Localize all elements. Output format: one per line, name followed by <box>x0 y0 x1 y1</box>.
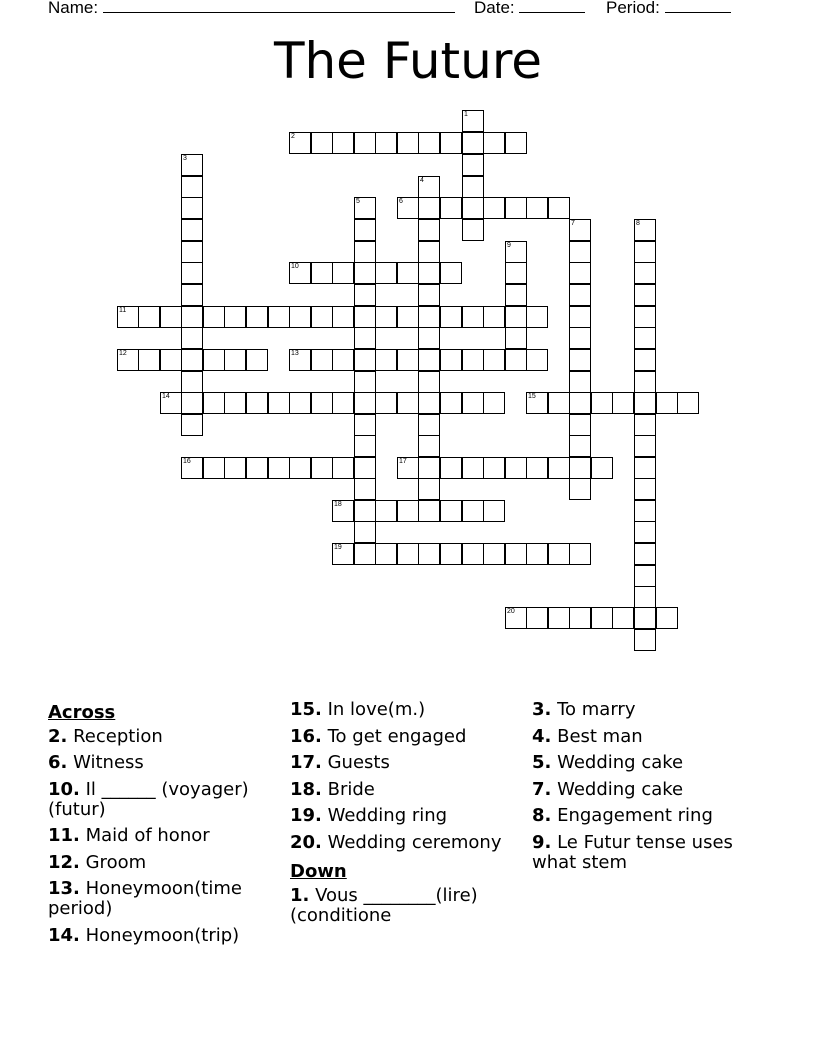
clue-number: 10 <box>291 263 299 270</box>
grid-cell[interactable] <box>375 349 397 371</box>
grid-cell[interactable] <box>462 543 484 565</box>
period-label: Period: <box>606 0 660 17</box>
grid-cell[interactable] <box>656 607 678 629</box>
grid-cell[interactable] <box>548 197 570 219</box>
clue-text: Guests <box>321 752 390 773</box>
grid-cell[interactable] <box>268 392 290 414</box>
grid-cell[interactable] <box>634 607 656 629</box>
clue-text: Vous ________(lire)(conditione <box>290 884 478 926</box>
grid-cell[interactable] <box>483 457 505 479</box>
grid-cell[interactable] <box>462 154 484 176</box>
clue-number: 2 <box>291 133 295 140</box>
clue-num: 6. <box>48 752 68 773</box>
grid-cell[interactable] <box>160 392 182 414</box>
grid-cell[interactable] <box>375 306 397 328</box>
clue-num: 18. <box>290 778 322 800</box>
date-label: Date: <box>474 0 515 17</box>
grid-cell[interactable] <box>418 500 440 522</box>
clue-item <box>532 833 772 880</box>
clue-text: Il ______ (voyager)(futur) <box>48 778 249 820</box>
grid-cell[interactable] <box>289 306 311 328</box>
grid-cell[interactable] <box>268 306 290 328</box>
grid-cell[interactable] <box>354 392 376 414</box>
grid-cell[interactable] <box>677 392 699 414</box>
grid-cell[interactable] <box>224 457 246 479</box>
clue-num: 1. <box>290 884 310 906</box>
clue-text: Reception <box>67 725 163 747</box>
grid-cell[interactable] <box>354 457 376 479</box>
clue-num: 16. <box>290 725 322 747</box>
clue-number: 5 <box>356 198 360 205</box>
grid-cell[interactable] <box>634 241 656 263</box>
clue-item <box>48 727 278 754</box>
grid-cell[interactable] <box>354 478 376 500</box>
grid-cell[interactable] <box>612 392 634 414</box>
clue-item <box>532 780 772 807</box>
grid-cell[interactable] <box>418 262 440 284</box>
grid-cell[interactable] <box>505 132 527 154</box>
grid-cell[interactable] <box>181 197 203 219</box>
grid-cell[interactable] <box>181 241 203 263</box>
grid-cell[interactable] <box>354 371 376 393</box>
grid-cell[interactable] <box>332 543 354 565</box>
grid-cell[interactable] <box>203 306 225 328</box>
grid-cell[interactable] <box>138 306 160 328</box>
grid-cell[interactable] <box>440 349 462 371</box>
grid-cell[interactable] <box>634 457 656 479</box>
clues-column-3 <box>532 700 772 879</box>
clue-num: 10. <box>48 778 80 800</box>
grid-cell[interactable] <box>569 241 591 263</box>
grid-cell[interactable] <box>418 435 440 457</box>
clue-number: 12 <box>119 350 127 357</box>
grid-cell[interactable] <box>569 349 591 371</box>
name-label: Name: <box>48 0 99 17</box>
grid-cell[interactable] <box>375 543 397 565</box>
grid-cell[interactable] <box>462 219 484 241</box>
clue-number: 15 <box>528 393 536 400</box>
grid-cell[interactable] <box>418 392 440 414</box>
grid-cell[interactable] <box>483 543 505 565</box>
grid-cell[interactable] <box>440 262 462 284</box>
clue-number: 7 <box>571 220 575 227</box>
grid-cell[interactable] <box>181 457 203 479</box>
grid-cell[interactable] <box>634 392 656 414</box>
grid-cell[interactable] <box>181 284 203 306</box>
grid-cell[interactable] <box>634 435 656 457</box>
grid-cell[interactable] <box>375 500 397 522</box>
grid-cell[interactable] <box>462 500 484 522</box>
grid-cell[interactable] <box>203 392 225 414</box>
grid-cell[interactable] <box>397 349 419 371</box>
grid-cell[interactable] <box>375 262 397 284</box>
clue-item <box>48 780 278 827</box>
clue-number: 18 <box>334 501 342 508</box>
grid-cell[interactable] <box>268 457 290 479</box>
grid-cell[interactable] <box>440 500 462 522</box>
grid-cell[interactable] <box>418 371 440 393</box>
grid-cell[interactable] <box>634 219 656 241</box>
grid-cell[interactable] <box>181 306 203 328</box>
grid-cell[interactable] <box>311 306 333 328</box>
grid-cell[interactable] <box>138 349 160 371</box>
grid-cell[interactable] <box>117 349 139 371</box>
grid-cell[interactable] <box>181 371 203 393</box>
grid-cell[interactable] <box>418 176 440 198</box>
clue-num: 5. <box>532 752 552 773</box>
grid-cell[interactable] <box>505 543 527 565</box>
clue-num: 14. <box>48 924 80 946</box>
clue-item <box>290 753 530 780</box>
clue-item <box>532 727 772 754</box>
grid-cell[interactable] <box>418 132 440 154</box>
clue-number: 1 <box>464 111 468 118</box>
grid-cell[interactable] <box>181 392 203 414</box>
grid-cell[interactable] <box>332 392 354 414</box>
grid-cell[interactable] <box>505 327 527 349</box>
grid-cell[interactable] <box>181 176 203 198</box>
clue-num: 15. <box>290 699 322 720</box>
down-heading: Down <box>290 861 347 882</box>
across-heading: Across <box>48 702 116 723</box>
clue-item <box>48 826 278 853</box>
grid-cell[interactable] <box>569 392 591 414</box>
grid-cell[interactable] <box>483 392 505 414</box>
grid-cell[interactable] <box>397 543 419 565</box>
clue-text: Wedding cake <box>551 778 684 800</box>
grid-cell[interactable] <box>418 349 440 371</box>
grid-cell[interactable] <box>526 543 548 565</box>
clue-num: 8. <box>532 805 552 826</box>
grid-cell[interactable] <box>591 392 613 414</box>
grid-cell[interactable] <box>440 306 462 328</box>
grid-cell[interactable] <box>418 478 440 500</box>
grid-cell[interactable] <box>332 349 354 371</box>
grid-cell[interactable] <box>418 457 440 479</box>
clue-item <box>290 727 530 754</box>
grid-cell[interactable] <box>354 500 376 522</box>
grid-cell[interactable] <box>332 132 354 154</box>
clue-number: 13 <box>291 350 299 357</box>
grid-cell[interactable] <box>160 306 182 328</box>
grid-cell[interactable] <box>548 392 570 414</box>
grid-cell[interactable] <box>505 607 527 629</box>
clue-number: 14 <box>162 393 170 400</box>
grid-cell[interactable] <box>289 132 311 154</box>
grid-cell[interactable] <box>397 457 419 479</box>
clue-text: Bride <box>321 778 375 800</box>
clue-num: 20. <box>290 831 322 853</box>
grid-cell[interactable] <box>462 132 484 154</box>
clue-num: 3. <box>532 699 552 720</box>
grid-cell[interactable] <box>354 197 376 219</box>
clue-number: 9 <box>507 242 511 249</box>
grid-cell[interactable] <box>354 262 376 284</box>
clue-item <box>48 753 278 780</box>
grid-cell[interactable] <box>246 392 268 414</box>
grid-cell[interactable] <box>634 478 656 500</box>
grid-cell[interactable] <box>462 457 484 479</box>
grid-cell[interactable] <box>483 132 505 154</box>
grid-cell[interactable] <box>569 478 591 500</box>
grid-cell[interactable] <box>569 219 591 241</box>
clue-num: 7. <box>532 778 552 800</box>
grid-cell[interactable] <box>418 543 440 565</box>
grid-cell[interactable] <box>440 392 462 414</box>
grid-cell[interactable] <box>505 262 527 284</box>
grid-cell[interactable] <box>440 457 462 479</box>
grid-cell[interactable] <box>526 349 548 371</box>
grid-cell[interactable] <box>203 457 225 479</box>
clue-num: 17. <box>290 752 322 773</box>
grid-cell[interactable] <box>289 457 311 479</box>
grid-cell[interactable] <box>634 565 656 587</box>
grid-cell[interactable] <box>354 241 376 263</box>
clues-column-2 <box>290 700 530 932</box>
clue-item <box>532 753 772 780</box>
clue-item <box>290 700 530 727</box>
grid-cell[interactable] <box>181 219 203 241</box>
clue-number: 11 <box>119 307 127 314</box>
clue-item <box>290 806 530 833</box>
clue-number: 16 <box>183 458 191 465</box>
grid-cell[interactable] <box>569 543 591 565</box>
grid-cell[interactable] <box>418 197 440 219</box>
clue-text: Wedding cake <box>551 752 684 773</box>
grid-cell[interactable] <box>289 392 311 414</box>
clue-num: 2. <box>48 725 68 747</box>
grid-cell[interactable] <box>311 392 333 414</box>
grid-cell[interactable] <box>354 543 376 565</box>
grid-cell[interactable] <box>440 543 462 565</box>
grid-cell[interactable] <box>462 306 484 328</box>
grid-cell[interactable] <box>181 154 203 176</box>
clue-text: Le Futur tense uses what stem <box>532 831 733 873</box>
clue-text: To get engaged <box>321 725 467 747</box>
clue-item <box>48 926 278 953</box>
grid-cell[interactable] <box>569 414 591 436</box>
grid-cell[interactable] <box>548 607 570 629</box>
clue-text: Wedding ceremony <box>321 831 502 853</box>
clue-item <box>48 853 278 880</box>
clue-num: 11. <box>48 825 80 846</box>
grid-cell[interactable] <box>354 219 376 241</box>
grid-cell[interactable] <box>311 349 333 371</box>
grid-cell[interactable] <box>418 284 440 306</box>
clue-item <box>532 700 772 727</box>
grid-cell[interactable] <box>634 371 656 393</box>
grid-cell[interactable] <box>440 132 462 154</box>
grid-cell[interactable] <box>634 262 656 284</box>
clue-text: Groom <box>79 851 147 873</box>
clue-text: Honeymoon(time period) <box>48 878 242 919</box>
grid-cell[interactable] <box>462 392 484 414</box>
clue-item <box>290 833 530 860</box>
grid-cell[interactable] <box>375 392 397 414</box>
grid-cell[interactable] <box>483 349 505 371</box>
clues-column-1 <box>48 700 278 952</box>
grid-cell[interactable] <box>418 414 440 436</box>
grid-cell[interactable] <box>354 521 376 543</box>
grid-cell[interactable] <box>591 457 613 479</box>
grid-cell[interactable] <box>332 500 354 522</box>
clue-num: 12. <box>48 851 80 873</box>
grid-cell[interactable] <box>354 414 376 436</box>
grid-cell[interactable] <box>418 241 440 263</box>
grid-cell[interactable] <box>483 500 505 522</box>
grid-cell[interactable] <box>311 132 333 154</box>
clue-item <box>290 780 530 807</box>
grid-cell[interactable] <box>397 392 419 414</box>
grid-cell[interactable] <box>354 284 376 306</box>
clue-number: 19 <box>334 544 342 551</box>
clue-num: 19. <box>290 805 322 826</box>
grid-cell[interactable] <box>418 327 440 349</box>
grid-cell[interactable] <box>483 197 505 219</box>
grid-cell[interactable] <box>569 262 591 284</box>
clue-number: 8 <box>636 220 640 227</box>
grid-cell[interactable] <box>332 306 354 328</box>
clue-text: Honeymoon(trip) <box>79 924 240 946</box>
grid-cell[interactable] <box>612 607 634 629</box>
grid-cell[interactable] <box>505 306 527 328</box>
grid-cell[interactable] <box>332 457 354 479</box>
grid-cell[interactable] <box>224 349 246 371</box>
grid-cell[interactable] <box>181 262 203 284</box>
grid-cell[interactable] <box>569 371 591 393</box>
grid-cell[interactable] <box>246 349 268 371</box>
clue-number: 4 <box>420 177 424 184</box>
clue-number: 3 <box>183 155 187 162</box>
grid-cell[interactable] <box>505 349 527 371</box>
grid-cell[interactable] <box>440 197 462 219</box>
grid-cell[interactable] <box>332 262 354 284</box>
grid-cell[interactable] <box>634 284 656 306</box>
grid-cell[interactable] <box>634 306 656 328</box>
clue-num: 9. <box>532 831 552 853</box>
grid-cell[interactable] <box>354 435 376 457</box>
grid-cell[interactable] <box>634 414 656 436</box>
clue-item <box>532 806 772 833</box>
grid-cell[interactable] <box>418 306 440 328</box>
grid-cell[interactable] <box>375 132 397 154</box>
grid-cell[interactable] <box>181 349 203 371</box>
clue-number: 17 <box>399 458 407 465</box>
grid-cell[interactable] <box>354 306 376 328</box>
clue-text: Best man <box>551 725 643 747</box>
grid-cell[interactable] <box>354 349 376 371</box>
grid-cell[interactable] <box>483 306 505 328</box>
grid-cell[interactable] <box>569 607 591 629</box>
clue-num: 4. <box>532 725 552 747</box>
grid-cell[interactable] <box>548 543 570 565</box>
grid-cell[interactable] <box>569 327 591 349</box>
grid-cell[interactable] <box>160 349 182 371</box>
grid-cell[interactable] <box>397 262 419 284</box>
grid-cell[interactable] <box>569 306 591 328</box>
clue-text: Witness <box>67 752 144 773</box>
grid-cell[interactable] <box>354 327 376 349</box>
clue-text: In love(m.) <box>321 699 426 720</box>
grid-cell[interactable] <box>462 176 484 198</box>
grid-cell[interactable] <box>526 197 548 219</box>
grid-cell[interactable] <box>462 197 484 219</box>
grid-cell[interactable] <box>634 327 656 349</box>
grid-cell[interactable] <box>634 586 656 608</box>
grid-cell[interactable] <box>569 435 591 457</box>
grid-cell[interactable] <box>397 306 419 328</box>
grid-cell[interactable] <box>634 500 656 522</box>
clue-number: 20 <box>507 608 515 615</box>
grid-cell[interactable] <box>505 241 527 263</box>
clue-text: Wedding ring <box>321 805 448 826</box>
grid-cell[interactable] <box>289 262 311 284</box>
grid-cell[interactable] <box>354 132 376 154</box>
grid-cell[interactable] <box>526 607 548 629</box>
grid-cell[interactable] <box>181 414 203 436</box>
clue-item <box>48 879 278 926</box>
grid-cell[interactable] <box>246 306 268 328</box>
grid-cell[interactable] <box>224 392 246 414</box>
grid-cell[interactable] <box>656 392 678 414</box>
grid-cell[interactable] <box>397 197 419 219</box>
grid-cell[interactable] <box>289 349 311 371</box>
grid-cell[interactable] <box>203 349 225 371</box>
grid-cell[interactable] <box>526 457 548 479</box>
grid-cell[interactable] <box>591 607 613 629</box>
grid-cell[interactable] <box>397 500 419 522</box>
grid-cell[interactable] <box>505 457 527 479</box>
clue-number: 6 <box>399 198 403 205</box>
clue-text: Engagement ring <box>551 805 713 826</box>
grid-cell[interactable] <box>397 132 419 154</box>
clue-text: Maid of honor <box>79 825 210 846</box>
grid-cell[interactable] <box>462 110 484 132</box>
grid-cell[interactable] <box>526 392 548 414</box>
grid-cell[interactable] <box>246 457 268 479</box>
grid-cell[interactable] <box>634 543 656 565</box>
grid-cell[interactable] <box>526 306 548 328</box>
grid-cell[interactable] <box>311 262 333 284</box>
grid-cell[interactable] <box>311 457 333 479</box>
grid-cell[interactable] <box>505 197 527 219</box>
clue-text: To marry <box>551 699 636 720</box>
grid-cell[interactable] <box>569 284 591 306</box>
clue-num: 13. <box>48 878 80 899</box>
grid-cell[interactable] <box>462 349 484 371</box>
grid-cell[interactable] <box>224 306 246 328</box>
puzzle-title: The Future <box>273 32 543 90</box>
grid-cell[interactable] <box>634 521 656 543</box>
grid-cell[interactable] <box>505 284 527 306</box>
clue-item <box>290 886 530 933</box>
grid-cell[interactable] <box>117 306 139 328</box>
grid-cell[interactable] <box>418 219 440 241</box>
grid-cell[interactable] <box>548 457 570 479</box>
grid-cell[interactable] <box>569 457 591 479</box>
grid-cell[interactable] <box>634 629 656 651</box>
grid-cell[interactable] <box>634 349 656 371</box>
grid-cell[interactable] <box>181 327 203 349</box>
